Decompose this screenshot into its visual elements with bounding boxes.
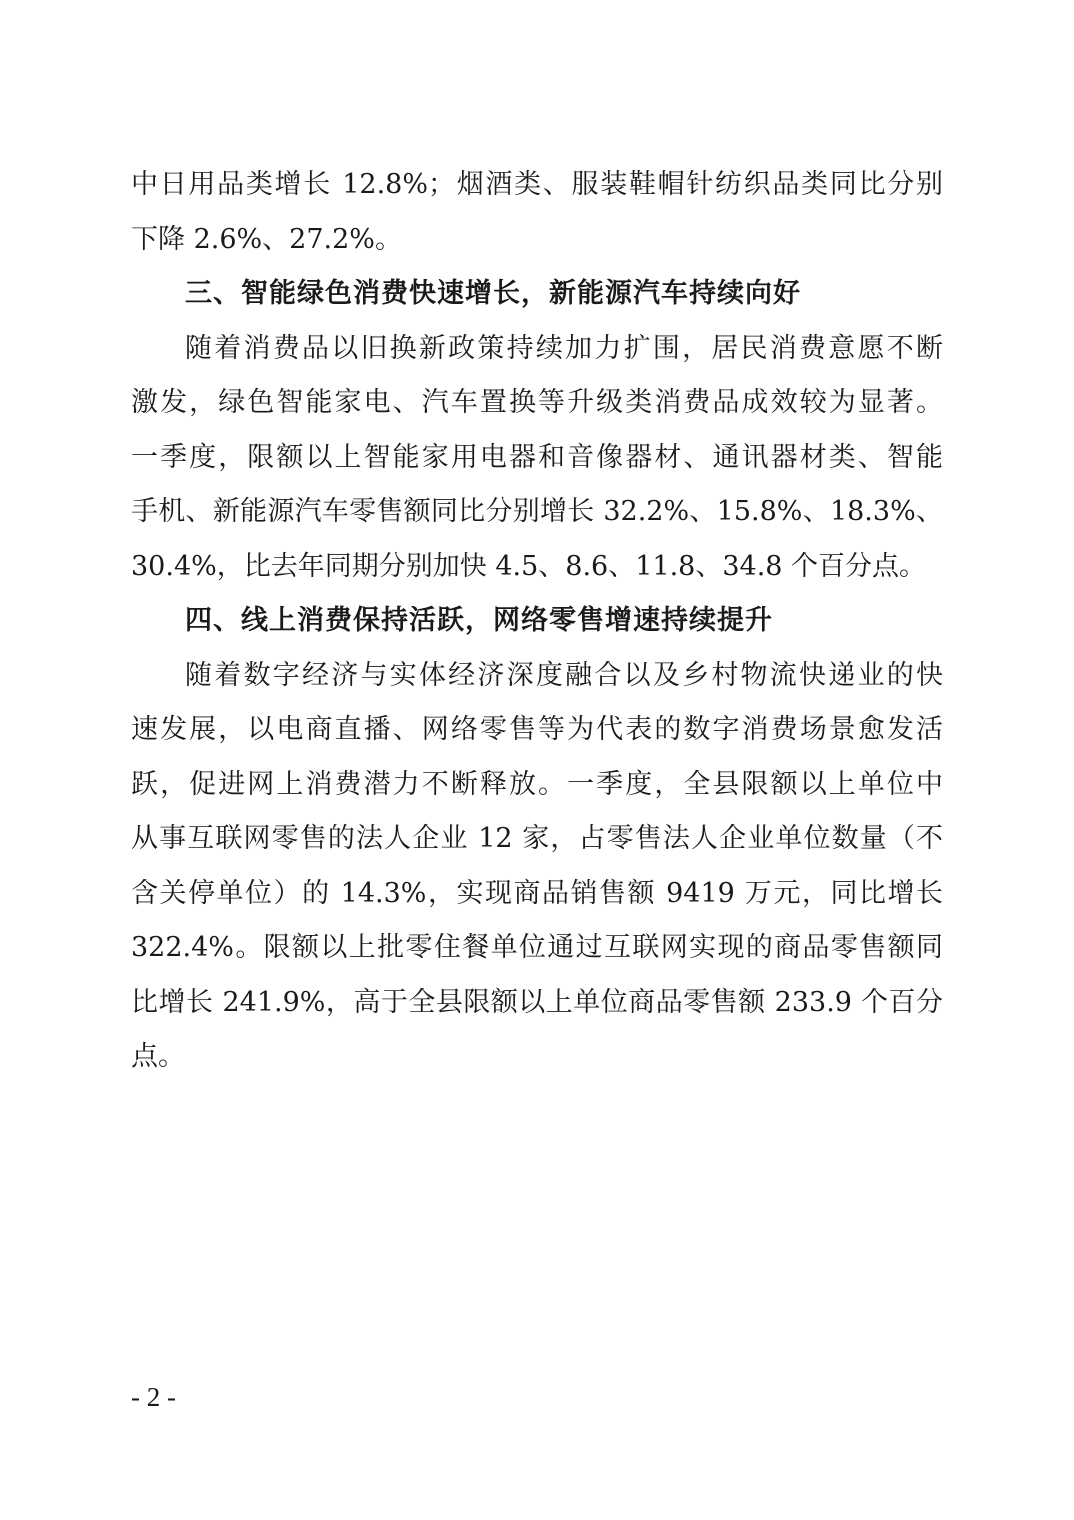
paragraph-line: 322.4%。限额以上批零住餐单位通过互联网实现的商品零售额同 xyxy=(131,932,943,963)
paragraph-intro xyxy=(131,158,943,267)
paragraph-line: 下降 2.6%、27.2%。 xyxy=(131,223,402,255)
paragraph-line: 中日用品类增长 12.8%；烟酒类、服装鞋帽针纺织品类同比分别 xyxy=(131,169,943,200)
section-heading-four: 四、线上消费保持活跃，网络零售增速持续提升 xyxy=(185,605,773,636)
section-three xyxy=(131,267,943,594)
paragraph-line: 比增长 241.9%，高于全县限额以上单位商品零售额 233.9 个百分 xyxy=(131,986,943,1018)
paragraph-line: 随着数字经济与实体经济深度融合以及乡村物流快递业的快 xyxy=(185,659,943,691)
paragraph-line: 随着消费品以旧换新政策持续加力扩围，居民消费意愿不断 xyxy=(185,332,943,364)
paragraph-line: 激发，绿色智能家电、汽车置换等升级类消费品成效较为显著。 xyxy=(131,387,943,418)
paragraph-line: 30.4%，比去年同期分别加快 4.5、8.6、11.8、34.8 个百分点。 xyxy=(131,550,927,582)
section-heading-three: 三、智能绿色消费快速增长，新能源汽车持续向好 xyxy=(185,278,801,309)
paragraph-line: 一季度，限额以上智能家用电器和音像器材、通讯器材类、智能 xyxy=(131,441,943,473)
paragraph-line: 速发展，以电商直播、网络零售等为代表的数字消费场景愈发活 xyxy=(131,714,943,745)
paragraph-line: 含关停单位）的 14.3%，实现商品销售额 9419 万元，同比增长 xyxy=(131,877,943,909)
document-body xyxy=(131,158,943,1085)
paragraph-line: 点。 xyxy=(131,1041,185,1072)
paragraph-line: 跃，促进网上消费潜力不断释放。一季度，全县限额以上单位中 xyxy=(131,768,943,800)
paragraph-line: 手机、新能源汽车零售额同比分别增长 32.2%、15.8%、18.3%、 xyxy=(131,496,943,527)
page-number: - 2 - xyxy=(131,1382,176,1412)
section-four xyxy=(131,594,943,1085)
paragraph-line: 从事互联网零售的法人企业 12 家，占零售法人企业单位数量（不 xyxy=(131,823,943,854)
